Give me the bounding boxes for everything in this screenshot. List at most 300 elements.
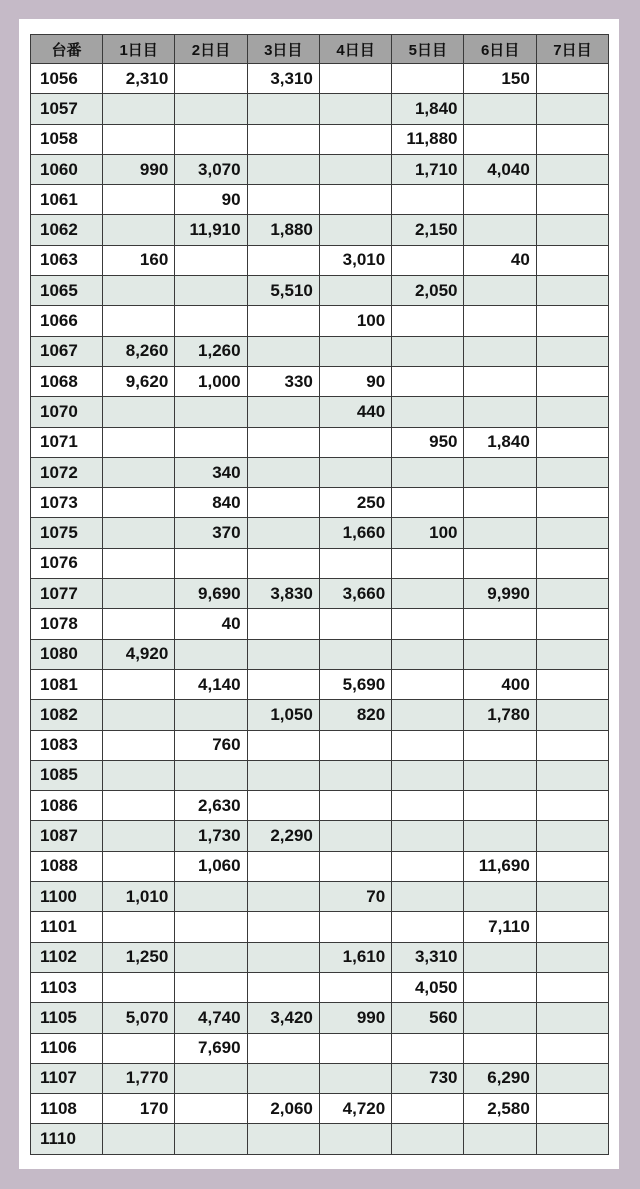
day-3-value-cell xyxy=(247,306,319,336)
machine-number-cell: 1077 xyxy=(31,579,103,609)
machine-number-cell: 1072 xyxy=(31,457,103,487)
header-day-1: 1日目 xyxy=(103,35,175,64)
day-6-value-cell: 400 xyxy=(464,669,536,699)
day-6-value-cell xyxy=(464,1003,536,1033)
day-4-value-cell xyxy=(319,760,391,790)
day-5-value-cell xyxy=(392,700,464,730)
day-7-value-cell xyxy=(536,276,608,306)
machine-number-cell: 1078 xyxy=(31,609,103,639)
day-2-value-cell: 760 xyxy=(175,730,247,760)
day-4-value-cell xyxy=(319,1033,391,1063)
table-row xyxy=(31,366,609,396)
day-4-value-cell xyxy=(319,336,391,366)
day-1-value-cell xyxy=(103,579,175,609)
table-row xyxy=(31,306,609,336)
table-row xyxy=(31,791,609,821)
table-row xyxy=(31,64,609,94)
day-5-value-cell: 4,050 xyxy=(392,972,464,1002)
day-2-value-cell: 90 xyxy=(175,185,247,215)
day-5-value-cell: 3,310 xyxy=(392,942,464,972)
day-7-value-cell xyxy=(536,1003,608,1033)
table-row xyxy=(31,912,609,942)
day-5-value-cell xyxy=(392,336,464,366)
machine-number-cell: 1076 xyxy=(31,548,103,578)
machine-number-cell: 1068 xyxy=(31,366,103,396)
day-2-value-cell: 340 xyxy=(175,457,247,487)
day-2-value-cell: 1,260 xyxy=(175,336,247,366)
day-7-value-cell xyxy=(536,942,608,972)
day-3-value-cell xyxy=(247,791,319,821)
day-3-value-cell xyxy=(247,730,319,760)
machine-number-cell: 1103 xyxy=(31,972,103,1002)
day-1-value-cell xyxy=(103,427,175,457)
day-6-value-cell xyxy=(464,124,536,154)
day-2-value-cell xyxy=(175,276,247,306)
table-row xyxy=(31,124,609,154)
day-6-value-cell: 150 xyxy=(464,64,536,94)
day-5-value-cell: 2,050 xyxy=(392,276,464,306)
day-2-value-cell: 4,740 xyxy=(175,1003,247,1033)
day-7-value-cell xyxy=(536,518,608,548)
day-5-value-cell xyxy=(392,639,464,669)
header-day-4: 4日目 xyxy=(319,35,391,64)
day-5-value-cell xyxy=(392,306,464,336)
day-1-value-cell xyxy=(103,609,175,639)
day-4-value-cell xyxy=(319,1063,391,1093)
day-1-value-cell: 5,070 xyxy=(103,1003,175,1033)
day-6-value-cell xyxy=(464,609,536,639)
day-2-value-cell: 1,000 xyxy=(175,366,247,396)
day-7-value-cell xyxy=(536,1033,608,1063)
day-1-value-cell: 1,250 xyxy=(103,942,175,972)
table-row xyxy=(31,700,609,730)
table-row xyxy=(31,1033,609,1063)
day-6-value-cell: 7,110 xyxy=(464,912,536,942)
day-5-value-cell xyxy=(392,185,464,215)
day-7-value-cell xyxy=(536,730,608,760)
day-7-value-cell xyxy=(536,185,608,215)
table-row xyxy=(31,669,609,699)
day-6-value-cell xyxy=(464,639,536,669)
day-4-value-cell xyxy=(319,791,391,821)
day-7-value-cell xyxy=(536,366,608,396)
day-5-value-cell: 1,840 xyxy=(392,94,464,124)
day-3-value-cell xyxy=(247,245,319,275)
day-2-value-cell xyxy=(175,700,247,730)
day-6-value-cell xyxy=(464,215,536,245)
day-1-value-cell xyxy=(103,548,175,578)
machine-number-cell: 1080 xyxy=(31,639,103,669)
day-1-value-cell xyxy=(103,1124,175,1154)
day-7-value-cell xyxy=(536,336,608,366)
table-header xyxy=(31,35,609,64)
table-row xyxy=(31,185,609,215)
day-2-value-cell: 40 xyxy=(175,609,247,639)
day-6-value-cell xyxy=(464,1033,536,1063)
table-row xyxy=(31,488,609,518)
day-7-value-cell xyxy=(536,639,608,669)
day-2-value-cell xyxy=(175,1094,247,1124)
day-4-value-cell: 3,010 xyxy=(319,245,391,275)
machine-number-cell: 1088 xyxy=(31,851,103,881)
header-row xyxy=(31,35,609,64)
day-5-value-cell xyxy=(392,64,464,94)
day-4-value-cell xyxy=(319,64,391,94)
day-4-value-cell xyxy=(319,1124,391,1154)
day-7-value-cell xyxy=(536,124,608,154)
table-row xyxy=(31,972,609,1002)
day-1-value-cell: 2,310 xyxy=(103,64,175,94)
table-row xyxy=(31,336,609,366)
day-4-value-cell xyxy=(319,730,391,760)
day-1-value-cell xyxy=(103,791,175,821)
day-2-value-cell xyxy=(175,306,247,336)
day-3-value-cell xyxy=(247,488,319,518)
day-1-value-cell xyxy=(103,306,175,336)
machine-number-cell: 1101 xyxy=(31,912,103,942)
day-1-value-cell xyxy=(103,760,175,790)
machine-number-cell: 1060 xyxy=(31,154,103,184)
table-card xyxy=(19,19,619,1169)
day-7-value-cell xyxy=(536,700,608,730)
day-4-value-cell xyxy=(319,972,391,1002)
header-day-5: 5日目 xyxy=(392,35,464,64)
table-row xyxy=(31,548,609,578)
machine-number-cell: 1066 xyxy=(31,306,103,336)
day-1-value-cell xyxy=(103,215,175,245)
day-4-value-cell xyxy=(319,215,391,245)
day-2-value-cell xyxy=(175,245,247,275)
table-row xyxy=(31,579,609,609)
machine-number-cell: 1105 xyxy=(31,1003,103,1033)
day-6-value-cell xyxy=(464,548,536,578)
day-6-value-cell xyxy=(464,366,536,396)
data-table xyxy=(30,34,609,1155)
day-4-value-cell xyxy=(319,912,391,942)
day-5-value-cell xyxy=(392,397,464,427)
table-row xyxy=(31,942,609,972)
day-3-value-cell xyxy=(247,942,319,972)
day-4-value-cell: 820 xyxy=(319,700,391,730)
table-row xyxy=(31,397,609,427)
machine-number-cell: 1082 xyxy=(31,700,103,730)
day-1-value-cell xyxy=(103,457,175,487)
day-4-value-cell: 3,660 xyxy=(319,579,391,609)
day-1-value-cell xyxy=(103,1033,175,1063)
day-5-value-cell xyxy=(392,457,464,487)
day-2-value-cell xyxy=(175,64,247,94)
day-5-value-cell xyxy=(392,579,464,609)
table-row xyxy=(31,518,609,548)
day-2-value-cell xyxy=(175,397,247,427)
day-7-value-cell xyxy=(536,245,608,275)
machine-number-cell: 1057 xyxy=(31,94,103,124)
day-2-value-cell: 1,730 xyxy=(175,821,247,851)
table-row xyxy=(31,821,609,851)
day-3-value-cell: 5,510 xyxy=(247,276,319,306)
day-4-value-cell xyxy=(319,457,391,487)
machine-number-cell: 1107 xyxy=(31,1063,103,1093)
day-1-value-cell: 1,010 xyxy=(103,882,175,912)
table-row xyxy=(31,1124,609,1154)
day-7-value-cell xyxy=(536,912,608,942)
day-3-value-cell: 1,050 xyxy=(247,700,319,730)
day-7-value-cell xyxy=(536,609,608,639)
day-3-value-cell xyxy=(247,457,319,487)
header-day-6: 6日目 xyxy=(464,35,536,64)
day-6-value-cell xyxy=(464,1124,536,1154)
day-1-value-cell xyxy=(103,821,175,851)
header-machine-number: 台番 xyxy=(31,35,103,64)
day-3-value-cell xyxy=(247,185,319,215)
day-7-value-cell xyxy=(536,579,608,609)
day-7-value-cell xyxy=(536,1063,608,1093)
day-4-value-cell xyxy=(319,609,391,639)
day-3-value-cell xyxy=(247,669,319,699)
machine-number-cell: 1100 xyxy=(31,882,103,912)
day-7-value-cell xyxy=(536,64,608,94)
day-3-value-cell: 3,310 xyxy=(247,64,319,94)
machine-number-cell: 1087 xyxy=(31,821,103,851)
day-6-value-cell: 2,580 xyxy=(464,1094,536,1124)
day-3-value-cell xyxy=(247,1063,319,1093)
day-2-value-cell xyxy=(175,1124,247,1154)
machine-number-cell: 1110 xyxy=(31,1124,103,1154)
day-5-value-cell: 730 xyxy=(392,1063,464,1093)
day-6-value-cell: 1,840 xyxy=(464,427,536,457)
day-3-value-cell xyxy=(247,518,319,548)
day-7-value-cell xyxy=(536,882,608,912)
day-6-value-cell xyxy=(464,518,536,548)
day-3-value-cell xyxy=(247,882,319,912)
day-3-value-cell xyxy=(247,760,319,790)
day-3-value-cell xyxy=(247,124,319,154)
day-6-value-cell xyxy=(464,791,536,821)
day-2-value-cell: 1,060 xyxy=(175,851,247,881)
day-5-value-cell xyxy=(392,730,464,760)
day-3-value-cell xyxy=(247,972,319,1002)
machine-number-cell: 1070 xyxy=(31,397,103,427)
day-3-value-cell: 2,290 xyxy=(247,821,319,851)
day-5-value-cell: 950 xyxy=(392,427,464,457)
table-row xyxy=(31,639,609,669)
day-6-value-cell xyxy=(464,397,536,427)
day-5-value-cell xyxy=(392,882,464,912)
machine-number-cell: 1065 xyxy=(31,276,103,306)
day-6-value-cell xyxy=(464,457,536,487)
day-6-value-cell xyxy=(464,94,536,124)
day-2-value-cell: 3,070 xyxy=(175,154,247,184)
day-1-value-cell xyxy=(103,972,175,1002)
day-6-value-cell xyxy=(464,336,536,366)
day-1-value-cell xyxy=(103,700,175,730)
table-row xyxy=(31,609,609,639)
machine-number-cell: 1062 xyxy=(31,215,103,245)
day-5-value-cell xyxy=(392,245,464,275)
day-3-value-cell xyxy=(247,1033,319,1063)
day-5-value-cell xyxy=(392,851,464,881)
day-5-value-cell xyxy=(392,760,464,790)
day-3-value-cell: 2,060 xyxy=(247,1094,319,1124)
table-row xyxy=(31,1063,609,1093)
day-1-value-cell xyxy=(103,912,175,942)
day-1-value-cell xyxy=(103,851,175,881)
machine-number-cell: 1056 xyxy=(31,64,103,94)
machine-number-cell: 1086 xyxy=(31,791,103,821)
table-row xyxy=(31,1003,609,1033)
day-2-value-cell: 4,140 xyxy=(175,669,247,699)
day-4-value-cell xyxy=(319,276,391,306)
day-2-value-cell xyxy=(175,639,247,669)
day-7-value-cell xyxy=(536,154,608,184)
day-7-value-cell xyxy=(536,669,608,699)
day-2-value-cell: 11,910 xyxy=(175,215,247,245)
day-5-value-cell xyxy=(392,609,464,639)
day-7-value-cell xyxy=(536,306,608,336)
day-4-value-cell: 440 xyxy=(319,397,391,427)
day-4-value-cell: 100 xyxy=(319,306,391,336)
day-3-value-cell xyxy=(247,639,319,669)
day-4-value-cell: 990 xyxy=(319,1003,391,1033)
table-row xyxy=(31,457,609,487)
day-3-value-cell xyxy=(247,336,319,366)
machine-number-cell: 1081 xyxy=(31,669,103,699)
day-3-value-cell: 1,880 xyxy=(247,215,319,245)
machine-number-cell: 1073 xyxy=(31,488,103,518)
day-4-value-cell xyxy=(319,639,391,669)
day-2-value-cell xyxy=(175,427,247,457)
table-row xyxy=(31,94,609,124)
day-4-value-cell xyxy=(319,427,391,457)
day-5-value-cell: 1,710 xyxy=(392,154,464,184)
day-6-value-cell xyxy=(464,972,536,1002)
day-3-value-cell xyxy=(247,912,319,942)
day-7-value-cell xyxy=(536,1124,608,1154)
day-6-value-cell xyxy=(464,760,536,790)
day-7-value-cell xyxy=(536,548,608,578)
header-day-3: 3日目 xyxy=(247,35,319,64)
day-2-value-cell: 9,690 xyxy=(175,579,247,609)
day-5-value-cell xyxy=(392,669,464,699)
day-4-value-cell: 90 xyxy=(319,366,391,396)
day-4-value-cell xyxy=(319,851,391,881)
day-7-value-cell xyxy=(536,397,608,427)
day-3-value-cell xyxy=(247,94,319,124)
day-2-value-cell xyxy=(175,760,247,790)
day-3-value-cell xyxy=(247,1124,319,1154)
day-5-value-cell xyxy=(392,548,464,578)
day-6-value-cell xyxy=(464,276,536,306)
day-1-value-cell: 170 xyxy=(103,1094,175,1124)
day-3-value-cell xyxy=(247,609,319,639)
day-5-value-cell xyxy=(392,912,464,942)
day-2-value-cell xyxy=(175,972,247,1002)
day-1-value-cell: 160 xyxy=(103,245,175,275)
day-4-value-cell: 1,660 xyxy=(319,518,391,548)
machine-number-cell: 1058 xyxy=(31,124,103,154)
day-6-value-cell xyxy=(464,306,536,336)
machine-number-cell: 1061 xyxy=(31,185,103,215)
day-3-value-cell xyxy=(247,154,319,184)
header-day-2: 2日目 xyxy=(175,35,247,64)
table-row xyxy=(31,154,609,184)
machine-number-cell: 1075 xyxy=(31,518,103,548)
day-5-value-cell: 2,150 xyxy=(392,215,464,245)
day-2-value-cell: 840 xyxy=(175,488,247,518)
day-7-value-cell xyxy=(536,1094,608,1124)
day-6-value-cell xyxy=(464,882,536,912)
day-5-value-cell: 560 xyxy=(392,1003,464,1033)
day-4-value-cell xyxy=(319,124,391,154)
day-1-value-cell xyxy=(103,488,175,518)
day-1-value-cell: 990 xyxy=(103,154,175,184)
day-6-value-cell: 4,040 xyxy=(464,154,536,184)
day-2-value-cell xyxy=(175,124,247,154)
day-2-value-cell xyxy=(175,882,247,912)
machine-number-cell: 1108 xyxy=(31,1094,103,1124)
day-5-value-cell xyxy=(392,1033,464,1063)
machine-number-cell: 1063 xyxy=(31,245,103,275)
day-6-value-cell xyxy=(464,942,536,972)
table-row xyxy=(31,882,609,912)
day-4-value-cell xyxy=(319,548,391,578)
day-5-value-cell xyxy=(392,1094,464,1124)
day-2-value-cell xyxy=(175,942,247,972)
day-6-value-cell xyxy=(464,821,536,851)
day-4-value-cell xyxy=(319,94,391,124)
day-4-value-cell xyxy=(319,185,391,215)
day-5-value-cell xyxy=(392,821,464,851)
day-3-value-cell xyxy=(247,427,319,457)
day-6-value-cell xyxy=(464,730,536,760)
day-2-value-cell xyxy=(175,1063,247,1093)
day-1-value-cell: 9,620 xyxy=(103,366,175,396)
day-7-value-cell xyxy=(536,457,608,487)
day-1-value-cell: 1,770 xyxy=(103,1063,175,1093)
day-1-value-cell xyxy=(103,276,175,306)
machine-number-cell: 1085 xyxy=(31,760,103,790)
day-6-value-cell: 40 xyxy=(464,245,536,275)
day-6-value-cell: 9,990 xyxy=(464,579,536,609)
day-5-value-cell xyxy=(392,1124,464,1154)
day-4-value-cell: 5,690 xyxy=(319,669,391,699)
day-1-value-cell: 8,260 xyxy=(103,336,175,366)
day-2-value-cell xyxy=(175,94,247,124)
day-5-value-cell xyxy=(392,791,464,821)
machine-number-cell: 1083 xyxy=(31,730,103,760)
day-3-value-cell xyxy=(247,548,319,578)
day-4-value-cell: 70 xyxy=(319,882,391,912)
day-5-value-cell xyxy=(392,488,464,518)
day-3-value-cell xyxy=(247,851,319,881)
day-3-value-cell: 3,830 xyxy=(247,579,319,609)
day-7-value-cell xyxy=(536,427,608,457)
day-6-value-cell: 1,780 xyxy=(464,700,536,730)
day-3-value-cell: 3,420 xyxy=(247,1003,319,1033)
table-row xyxy=(31,760,609,790)
day-1-value-cell xyxy=(103,94,175,124)
machine-number-cell: 1106 xyxy=(31,1033,103,1063)
day-4-value-cell: 4,720 xyxy=(319,1094,391,1124)
day-1-value-cell xyxy=(103,185,175,215)
day-3-value-cell: 330 xyxy=(247,366,319,396)
table-row xyxy=(31,427,609,457)
day-4-value-cell: 1,610 xyxy=(319,942,391,972)
day-4-value-cell xyxy=(319,821,391,851)
table-row xyxy=(31,730,609,760)
table-body xyxy=(31,64,609,1155)
day-7-value-cell xyxy=(536,972,608,1002)
